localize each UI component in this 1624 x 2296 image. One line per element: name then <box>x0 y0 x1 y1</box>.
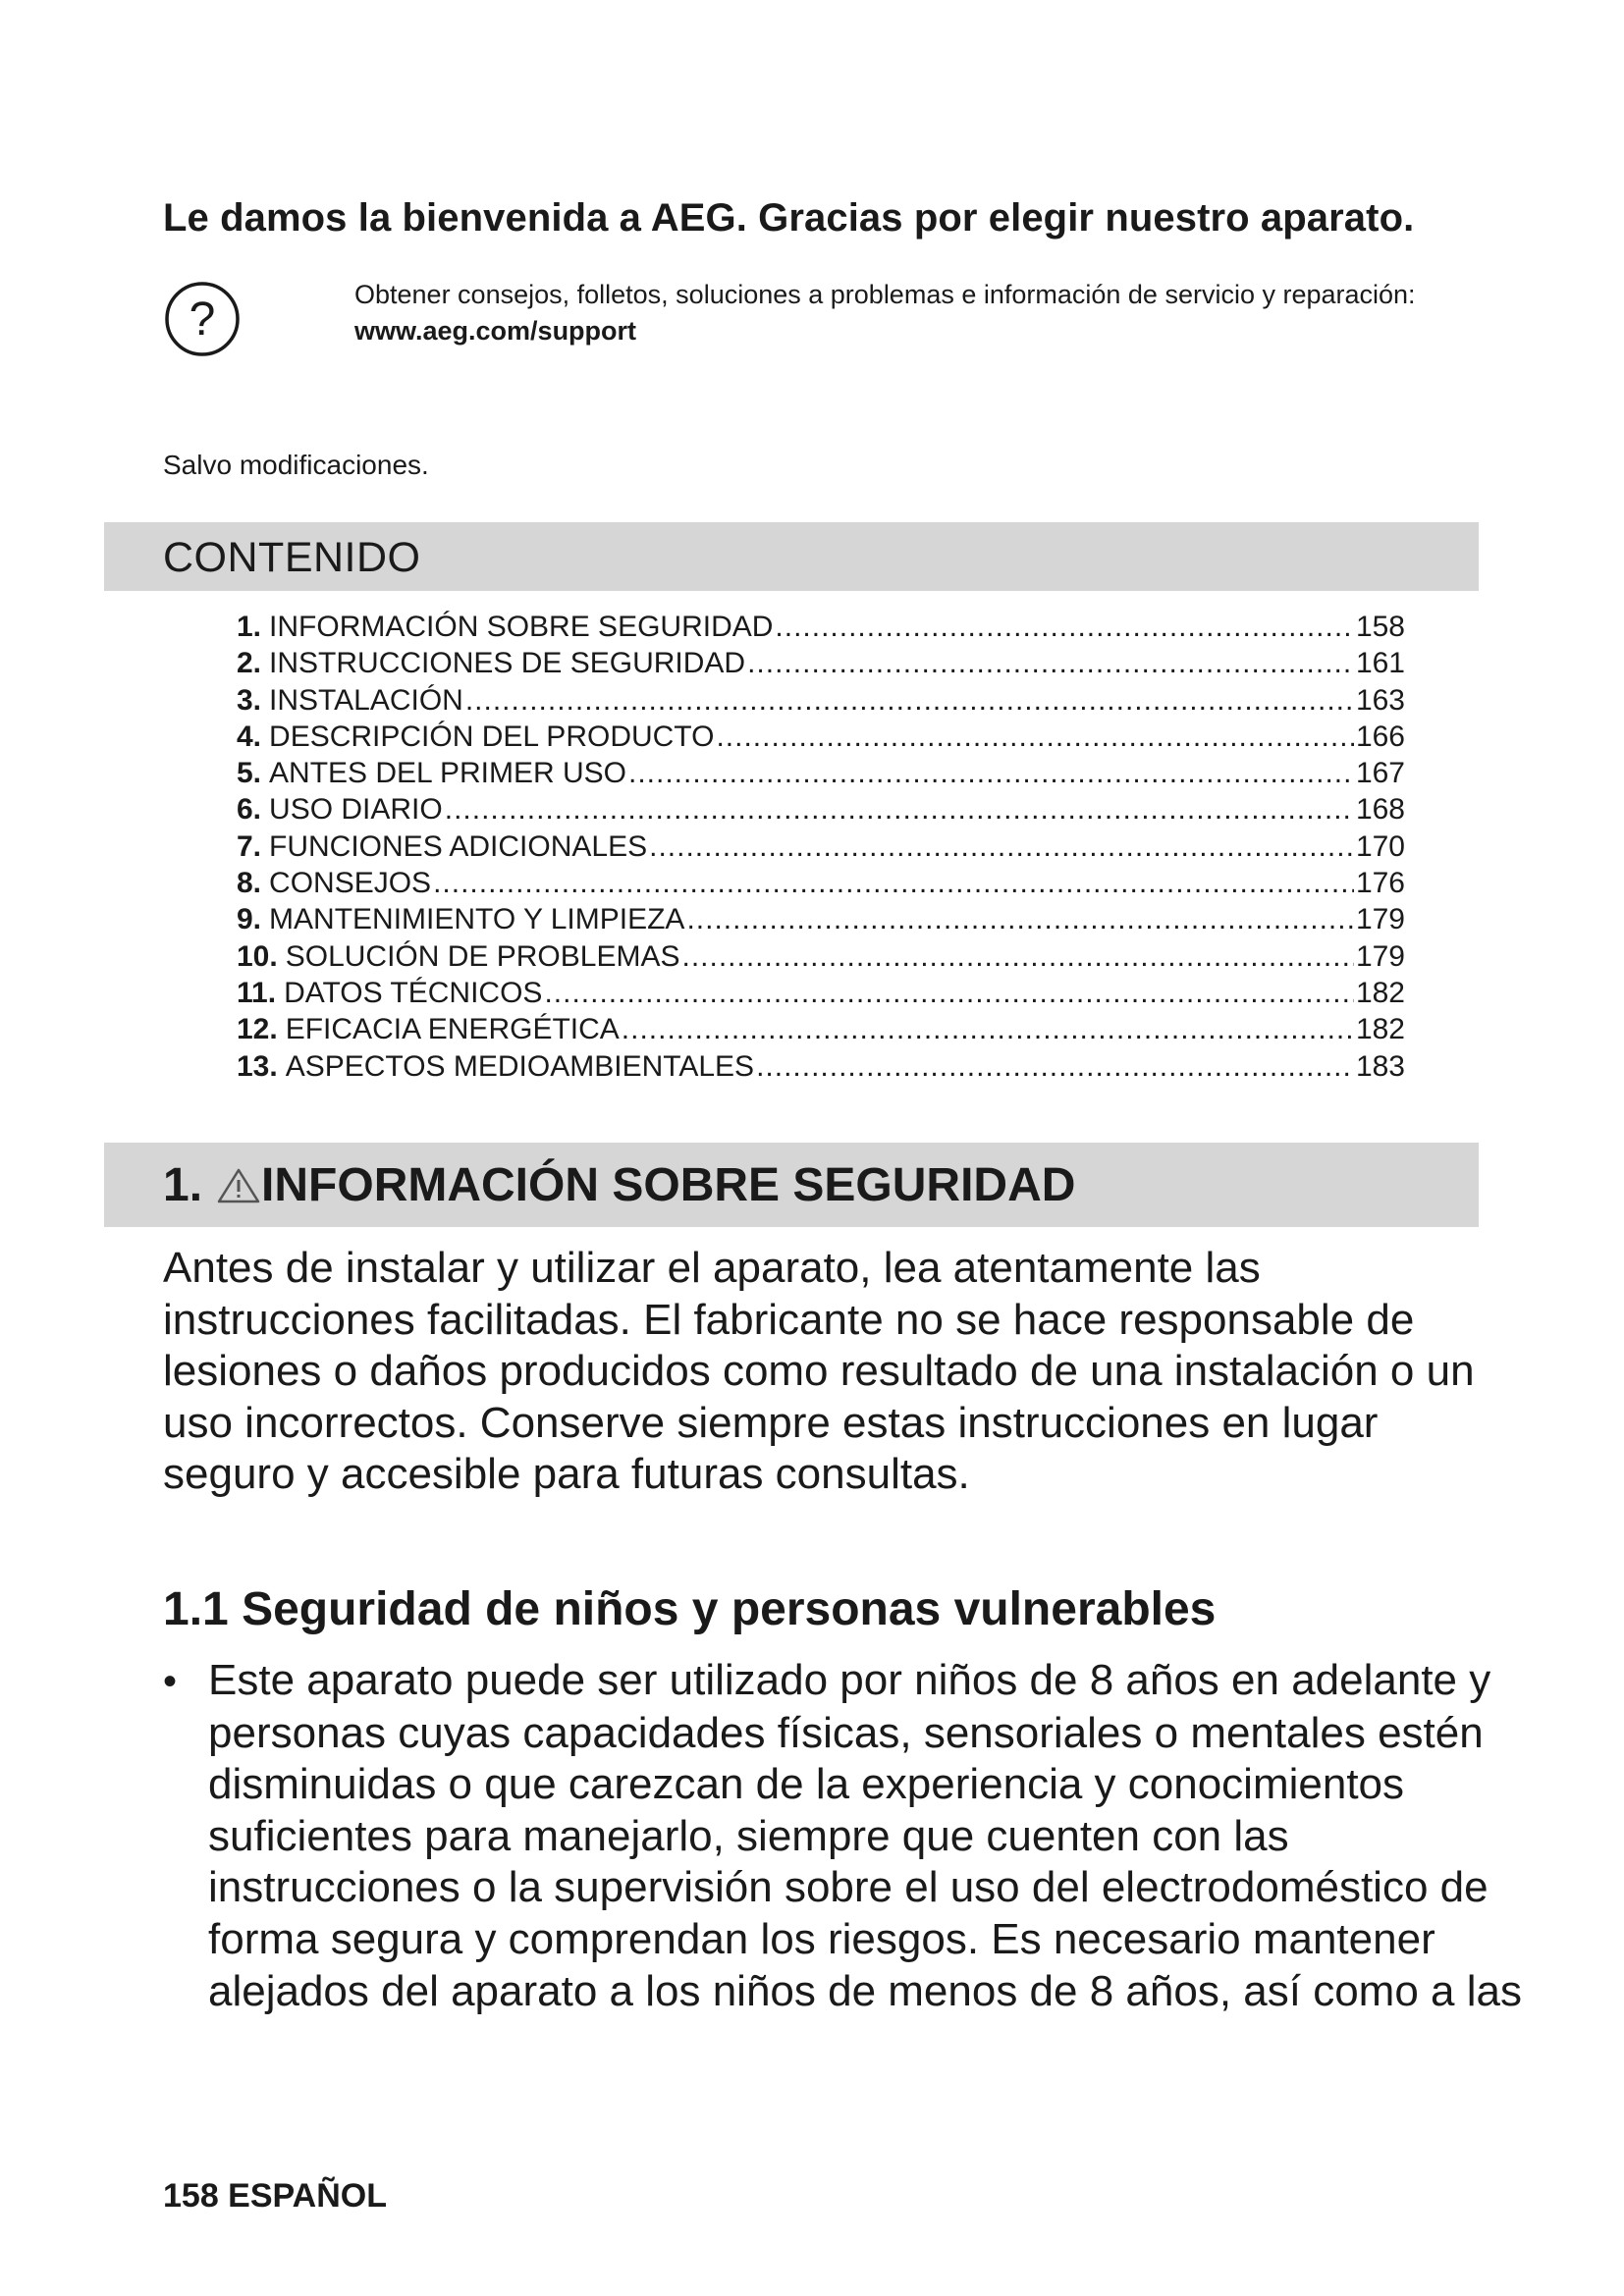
toc-item-number: 12. <box>237 1013 278 1046</box>
toc-item-number: 8. <box>237 867 262 900</box>
toc-item[interactable] <box>237 938 1405 975</box>
toc-item-title: FUNCIONES ADICIONALES <box>269 829 648 863</box>
toc-item-title: MANTENIMIENTO Y LIMPIEZA <box>269 903 685 936</box>
toc-item-number: 9. <box>237 903 262 936</box>
toc-leader-dots <box>445 791 1354 828</box>
toc-item[interactable] <box>237 791 1405 828</box>
toc-item-title: USO DIARIO <box>269 793 443 827</box>
toc-item-number: 2. <box>237 647 262 680</box>
toc-item-number: 10. <box>237 939 278 973</box>
toc-item-title: DATOS TÉCNICOS <box>284 976 543 1009</box>
toc-item[interactable] <box>237 1048 1405 1085</box>
toc-leader-dots <box>433 865 1354 901</box>
toc-item-page: 179 <box>1355 939 1405 973</box>
toc-item-page: 179 <box>1355 903 1405 936</box>
toc-item[interactable] <box>237 719 1405 755</box>
section-header-band <box>104 1143 1479 1227</box>
toc-item[interactable] <box>237 901 1405 937</box>
section-heading <box>163 1158 1075 1212</box>
toc-item-number: 6. <box>237 793 262 827</box>
toc-item-page: 166 <box>1355 720 1405 753</box>
toc-item[interactable] <box>237 828 1405 865</box>
toc-item-page: 183 <box>1355 1049 1405 1083</box>
toc-item-page: 168 <box>1355 793 1405 827</box>
toc-leader-dots <box>622 1011 1354 1047</box>
support-link[interactable]: www.aeg.com/support <box>354 316 637 346</box>
bullet-icon: • <box>163 1660 178 1703</box>
toc-item-number: 1. <box>237 611 262 643</box>
toc-leader-dots <box>686 901 1353 937</box>
toc-leader-dots <box>775 609 1354 645</box>
toc-item-number: 4. <box>237 720 262 753</box>
toc-item[interactable] <box>237 975 1405 1011</box>
svg-text:?: ? <box>189 294 216 346</box>
section-title: INFORMACIÓN SOBRE SEGURIDAD <box>261 1159 1076 1211</box>
toc-item-number: 5. <box>237 757 262 790</box>
toc-item-title: INSTRUCCIONES DE SEGURIDAD <box>269 647 746 680</box>
warning-icon <box>216 1167 261 1204</box>
toc-item-title: CONSEJOS <box>269 867 432 900</box>
toc-item-title: INSTALACIÓN <box>269 683 463 717</box>
toc-item-page: 158 <box>1355 611 1405 643</box>
support-info <box>354 277 1454 349</box>
toc-item-title: DESCRIPCIÓN DEL PRODUCTO <box>269 720 715 753</box>
toc-item[interactable] <box>237 682 1405 719</box>
help-icon <box>163 280 242 358</box>
welcome-heading: Le damos la bienvenida a AEG. Gracias por elegir nuestro aparato. <box>163 196 1415 240</box>
section-number: 1. <box>163 1159 203 1211</box>
toc-leader-dots <box>747 645 1354 681</box>
toc-item[interactable] <box>237 865 1405 901</box>
toc-leader-dots <box>465 682 1354 719</box>
toc-item-title: ANTES DEL PRIMER USO <box>269 757 626 790</box>
toc-item-number: 3. <box>237 683 262 717</box>
toc-item[interactable] <box>237 755 1405 791</box>
toc-item-number: 11. <box>237 976 277 1009</box>
toc-leader-dots <box>681 938 1353 975</box>
toc-item-number: 13. <box>237 1049 278 1083</box>
toc-item-title: INFORMACIÓN SOBRE SEGURIDAD <box>269 611 774 643</box>
bullet-text: Este aparato puede ser utilizado por niños de 8 años en adelante y personas cuyas capacidades físicas, sensoriales o mentales estén disminuidas o que carezcan de la experiencia y conocimientos suficientes para manejarlo, siempre que cuenten con las instrucciones o la supervisión sobre el uso del electrodoméstico de forma segura y comprendan los riesgos. Es necesario mantener alejados del aparato a los niños de menos de 8 años, así como a las <box>208 1656 1522 2015</box>
table-of-contents <box>237 609 1405 1085</box>
toc-item-title: SOLUCIÓN DE PROBLEMAS <box>285 939 680 973</box>
toc-leader-dots <box>628 755 1354 791</box>
changes-note: Salvo modificaciones. <box>163 450 429 480</box>
toc-item-page: 161 <box>1355 647 1405 680</box>
toc-item-title: EFICACIA ENERGÉTICA <box>285 1013 620 1046</box>
toc-item-page: 176 <box>1355 867 1405 900</box>
intro-paragraph: Antes de instalar y utilizar el aparato, lea atentamente las instrucciones facilitadas. El fabricante no se hace responsable de lesiones o daños producidos como resultado de una instalación o un uso incorrectos. Conserve siempre estas instrucciones en lugar seguro y accesible para futuras consultas. <box>163 1244 1475 1498</box>
toc-item-number: 7. <box>237 829 262 863</box>
toc-item-page: 182 <box>1355 1013 1405 1046</box>
toc-item-page: 170 <box>1355 829 1405 863</box>
contents-header-band <box>104 522 1479 591</box>
toc-item-title: ASPECTOS MEDIOAMBIENTALES <box>285 1049 755 1083</box>
list-item <box>163 1655 1534 2017</box>
toc-leader-dots <box>544 975 1353 1011</box>
toc-leader-dots <box>756 1048 1354 1085</box>
page-footer: 158 ESPAÑOL <box>163 2177 388 2215</box>
toc-item[interactable] <box>237 1011 1405 1047</box>
support-text: Obtener consejos, folletos, soluciones a problemas e información de servicio y reparación: <box>354 280 1416 309</box>
contents-heading: CONTENIDO <box>163 534 421 581</box>
toc-item[interactable] <box>237 609 1405 645</box>
toc-leader-dots <box>716 719 1354 755</box>
toc-item-page: 182 <box>1355 976 1405 1009</box>
toc-item-page: 163 <box>1355 683 1405 717</box>
toc-item-page: 167 <box>1355 757 1405 790</box>
toc-leader-dots <box>649 828 1354 865</box>
subsection-heading: 1.1 Seguridad de niños y personas vulnerables <box>163 1583 1217 1635</box>
toc-item[interactable] <box>237 645 1405 681</box>
